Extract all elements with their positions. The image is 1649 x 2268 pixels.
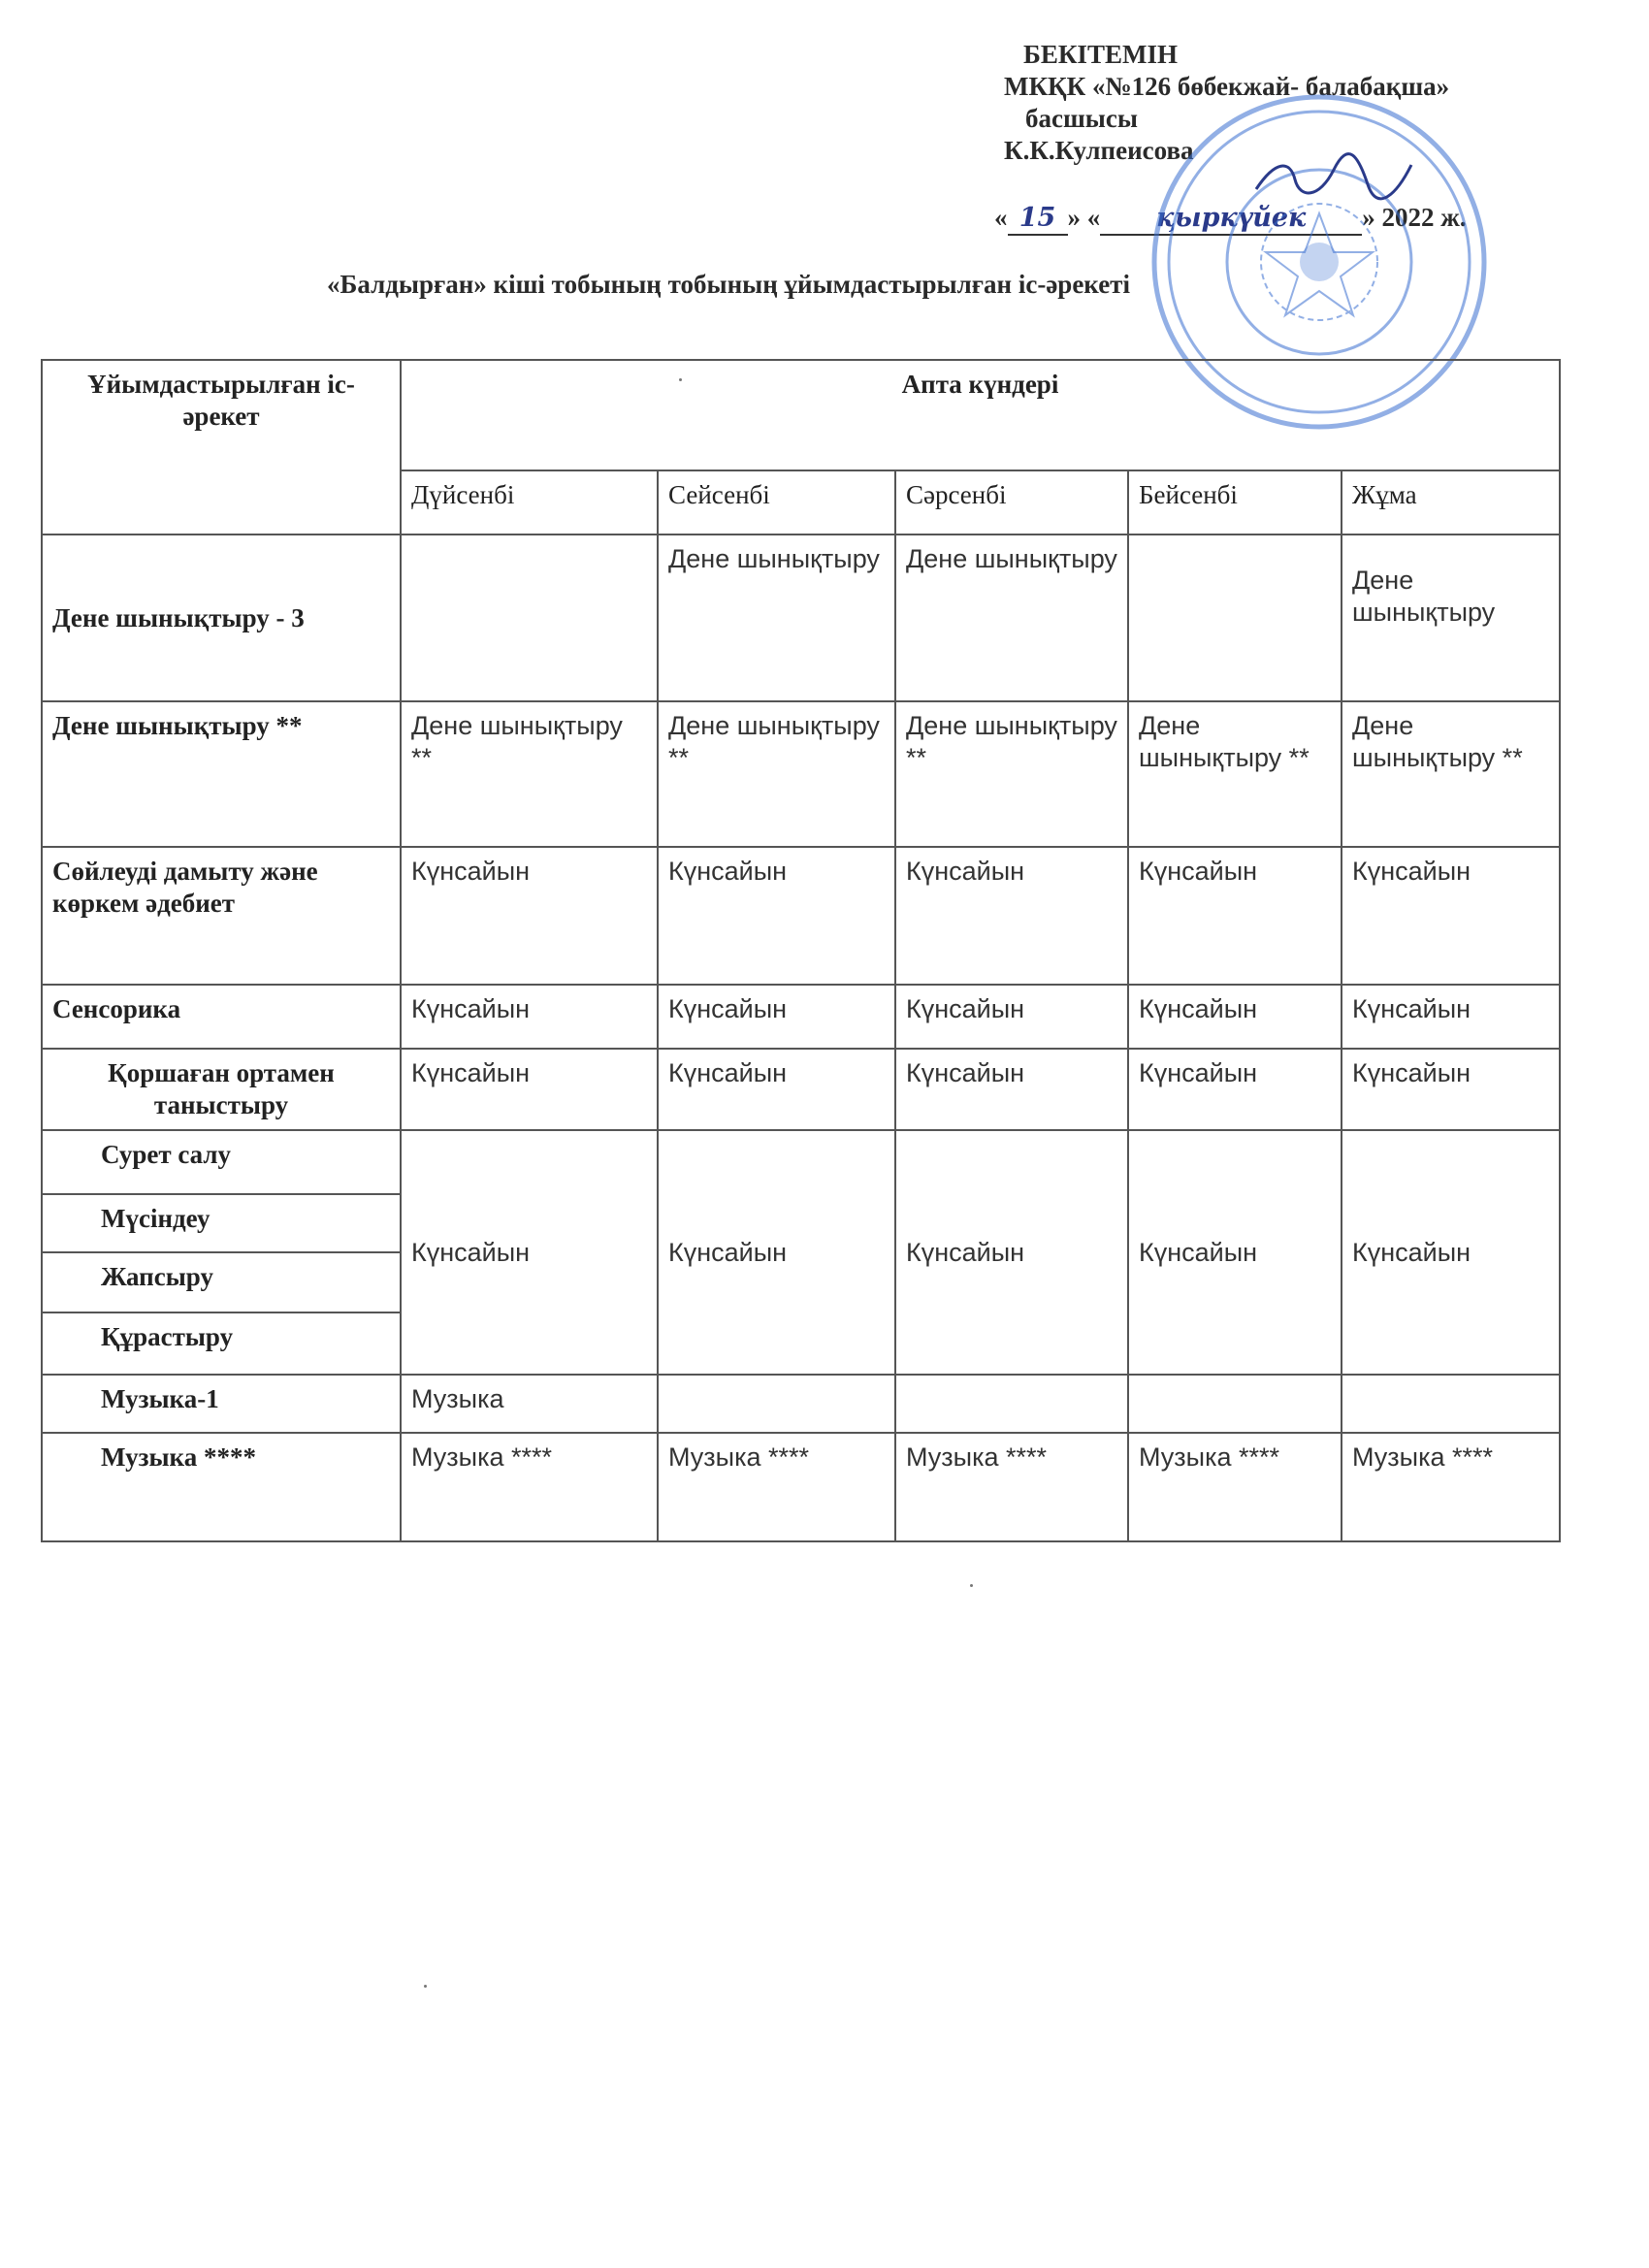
schedule-cell: Күнсайын: [895, 1049, 1128, 1130]
table-row: [42, 847, 1560, 985]
schedule-cell: [401, 535, 658, 701]
handwritten-signature: [1251, 150, 1416, 209]
schedule-cell: Күнсайын: [1342, 1130, 1560, 1375]
table-row: [42, 1049, 1560, 1130]
corner-header: Ұйымдастырылған іс-әрекет: [42, 360, 401, 535]
schedule-cell: Дене шынықтыру **: [401, 701, 658, 847]
table-row: [42, 535, 1560, 701]
schedule-cell: Музыка ****: [658, 1433, 895, 1541]
schedule-cell: [1128, 1375, 1342, 1433]
subject-cell: Дене шынықтыру - 3: [42, 535, 401, 701]
schedule-table: [41, 359, 1561, 1542]
schedule-cell: Күнсайын: [1342, 1049, 1560, 1130]
day-thursday: Бейсенбі: [1128, 470, 1342, 535]
schedule-cell: Күнсайын: [658, 847, 895, 985]
scan-speck: [679, 378, 682, 381]
subject-cell: Дене шынықтыру **: [42, 701, 401, 847]
schedule-cell: Күнсайын: [658, 1049, 895, 1130]
schedule-cell: Дене шынықтыру **: [658, 701, 895, 847]
table-row: [42, 1375, 1560, 1433]
schedule-cell: Күнсайын: [1128, 1130, 1342, 1375]
day-wednesday: Сәрсенбі: [895, 470, 1128, 535]
schedule-cell: Дене шынықтыру **: [1342, 701, 1560, 847]
approval-position: басшысы: [1025, 104, 1138, 133]
day-tuesday: Сейсенбі: [658, 470, 895, 535]
day-monday: Дүйсенбі: [401, 470, 658, 535]
schedule-cell: Дене шынықтыру: [895, 535, 1128, 701]
schedule-cell: Музыка: [401, 1375, 658, 1433]
table-row: [42, 985, 1560, 1049]
schedule-cell: Күнсайын: [895, 847, 1128, 985]
subject-cell: Музыка-1: [42, 1375, 401, 1433]
schedule-cell: Музыка ****: [895, 1433, 1128, 1541]
approval-director-name: К.К.Кулпеисова: [1004, 136, 1194, 165]
subject-cell: Құрастыру: [42, 1312, 401, 1375]
approval-date: « 15 » « қыркүйек » 2022 ж.: [994, 202, 1467, 236]
schedule-cell: Күнсайын: [1342, 847, 1560, 985]
subject-cell: Сурет салу: [42, 1130, 401, 1194]
schedule-cell: Күнсайын: [401, 985, 658, 1049]
schedule-cell: [895, 1375, 1128, 1433]
approval-heading: БЕКІТЕМІН: [1023, 40, 1178, 69]
scan-speck: [970, 1584, 973, 1587]
subject-cell: Музыка ****: [42, 1433, 401, 1541]
document-title: «Балдырған» кіші тобының тобының ұйымдастырылған іс-әрекеті: [327, 270, 1130, 299]
table-header-row: [42, 360, 1560, 470]
day-friday: Жұма: [1342, 470, 1560, 535]
schedule-cell: Дене шынықтыру: [1342, 535, 1560, 701]
schedule-cell: Музыка ****: [401, 1433, 658, 1541]
approval-organization: МКҚК «№126 бөбекжай- балабақша»: [1004, 72, 1450, 101]
table-row: [42, 1130, 1560, 1194]
date-month: қыркүйек: [1100, 202, 1362, 236]
table-row: [42, 1433, 1560, 1541]
schedule-cell: Күнсайын: [1128, 847, 1342, 985]
schedule-cell: Күнсайын: [1342, 985, 1560, 1049]
schedule-cell: Күнсайын: [895, 1130, 1128, 1375]
subject-cell: Жапсыру: [42, 1252, 401, 1312]
schedule-cell: Күнсайын: [1128, 985, 1342, 1049]
date-day: 15: [1008, 202, 1068, 236]
schedule-cell: Күнсайын: [401, 847, 658, 985]
scan-speck: [424, 1985, 427, 1988]
schedule-cell: Күнсайын: [658, 1130, 895, 1375]
schedule-cell: Күнсайын: [401, 1130, 658, 1375]
schedule-cell: Күнсайын: [895, 985, 1128, 1049]
table-row: [42, 701, 1560, 847]
schedule-cell: [1342, 1375, 1560, 1433]
subject-cell: Сөйлеуді дамыту және көркем әдебиет: [42, 847, 401, 985]
schedule-cell: [658, 1375, 895, 1433]
schedule-cell: Күнсайын: [658, 985, 895, 1049]
schedule-cell: Күнсайын: [401, 1049, 658, 1130]
subject-cell: Сенсорика: [42, 985, 401, 1049]
schedule-cell: Күнсайын: [1128, 1049, 1342, 1130]
schedule-cell: Музыка ****: [1342, 1433, 1560, 1541]
schedule-cell: Дене шынықтыру **: [1128, 701, 1342, 847]
schedule-cell: Дене шынықтыру: [658, 535, 895, 701]
subject-cell: Мүсіндеу: [42, 1194, 401, 1252]
schedule-cell: Дене шынықтыру **: [895, 701, 1128, 847]
days-header: Апта күндері: [401, 360, 1560, 470]
schedule-cell: Музыка ****: [1128, 1433, 1342, 1541]
subject-cell: Қоршаған ортамен таныстыру: [42, 1049, 401, 1130]
schedule-cell: [1128, 535, 1342, 701]
